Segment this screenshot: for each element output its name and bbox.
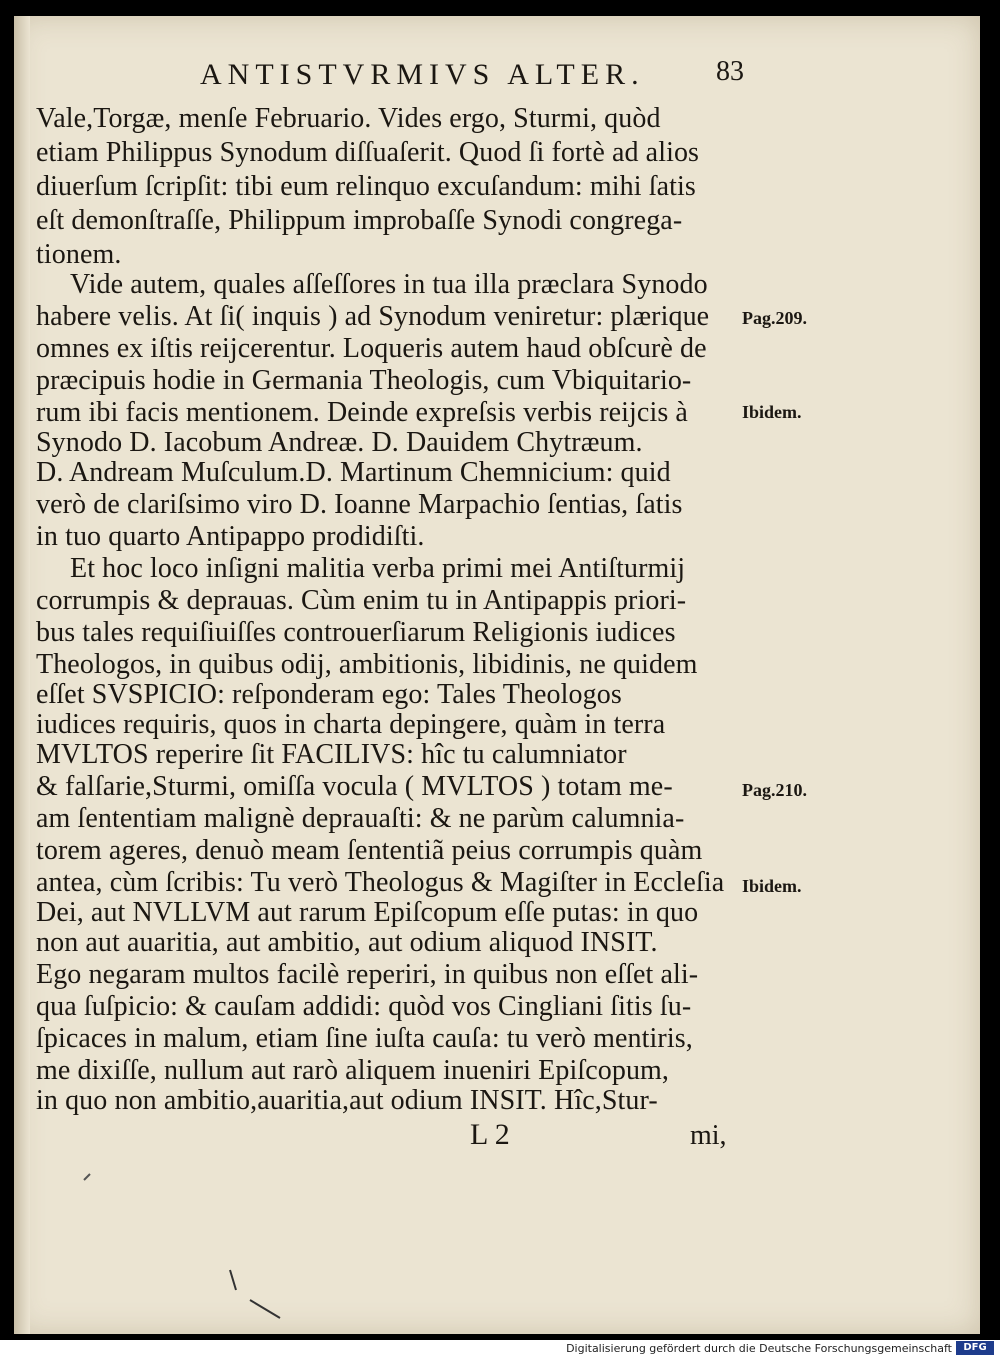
text-line: Vide autem, quales aſſeſſores in tua illa præclara Synodo	[70, 269, 708, 300]
page-number: 83	[716, 56, 744, 87]
text-line: antea, cùm ſcribis: Tu verò Theologus & Magiſter in Eccleſia	[36, 867, 725, 898]
signature-mark: L 2	[470, 1118, 510, 1151]
text-line: qua ſuſpicio: & cauſam addidi: quòd vos Cingliani ſitis ſu-	[36, 991, 692, 1022]
text-line: habere velis. At ſi( inquis ) ad Synodum veniretur: plærique	[36, 301, 710, 332]
text-line: bus tales requiſiuiſſes controuerſiarum Religionis iudices	[36, 617, 676, 648]
text-line: tionem.	[36, 239, 122, 270]
text-line: in tuo quarto Antipappo prodidiſti.	[36, 521, 425, 552]
text-line: diuerſum ſcripſit: tibi eum relinquo excuſandum: mihi ſatis	[36, 171, 696, 202]
catchword: mi,	[690, 1120, 727, 1151]
paper-scratch	[84, 1174, 90, 1180]
text-line: ſpicaces in malum, etiam ſine iuſta cauſa: tu verò mentiris,	[36, 1023, 693, 1054]
footer-credit: Digitalisierung gefördert durch die Deutsche Forschungsgemeinschaft	[566, 1342, 952, 1355]
text-line: D. Andream Muſculum.D. Martinum Chemnicium: quid	[36, 457, 671, 488]
text-line: etiam Philippus Synodum diſſuaſerit. Quod ſi fortè ad alios	[36, 137, 700, 168]
text-line: Vale,Torgæ, menſe Februario. Vides ergo, Sturmi, quòd	[36, 103, 661, 134]
paper-scratch	[230, 1270, 280, 1318]
text-line: omnes ex iſtis reijcerentur. Loqueris autem haud obſcurè de	[36, 333, 707, 364]
text-line: eſſet SVSPICIO: reſponderam ego: Tales Theologos	[36, 679, 622, 710]
text-line: corrumpis & deprauas. Cùm enim tu in Antipappis priori-	[36, 585, 687, 616]
text-line: non aut auaritia, aut ambitio, aut odium aliquod INSIT.	[36, 927, 658, 958]
text-line: in quo non ambitio,auaritia,aut odium INSIT. Hîc,Stur-	[36, 1085, 658, 1116]
marginal-note: Pag.210.	[742, 780, 807, 800]
running-title: ANTISTVRMIVS ALTER.	[200, 58, 645, 91]
marginal-note: Ibidem.	[742, 402, 802, 422]
text-line: rum ibi facis mentionem. Deinde expreſsis verbis reijcis à	[36, 397, 688, 428]
text-line: eſt demonſtraſſe, Philippum improbaſſe Synodi congrega-	[36, 205, 683, 236]
text-line: iudices requiris, quos in charta depingere, quàm in terra	[36, 709, 666, 740]
text-line: Dei, aut NVLLVM aut rarum Epiſcopum eſſe putas: in quo	[36, 897, 699, 928]
text-line: Ego negaram multos facilè reperiri, in quibus non eſſet ali-	[36, 959, 699, 990]
text-line: Et hoc loco inſigni malitia verba primi mei Antiſturmij	[70, 553, 686, 584]
dfg-logo: DFG	[956, 1341, 994, 1355]
text-line: & falſarie,Sturmi, omiſſa vocula ( MVLTOS ) totam me-	[36, 771, 673, 802]
text-line: am ſententiam malignè deprauaſti: & ne parùm calumnia-	[36, 803, 685, 834]
text-line: MVLTOS reperire ſit FACILIVS: hîc tu calumniator	[36, 739, 627, 770]
text-line: verò de clariſsimo viro D. Ioanne Marpachio ſentias, ſatis	[36, 489, 683, 520]
text-line: Theologos, in quibus odij, ambitionis, libidinis, ne quidem	[36, 649, 698, 680]
text-line: Synodo D. Iacobum Andreæ. D. Dauidem Chytræum.	[36, 427, 643, 458]
marginal-note: Ibidem.	[742, 876, 802, 896]
text-line: me dixiſſe, nullum aut rarò aliquem inueniri Epiſcopum,	[36, 1055, 670, 1086]
text-line: præcipuis hodie in Germania Theologis, cum Vbiquitario-	[36, 365, 692, 396]
marginal-note: Pag.209.	[742, 308, 807, 328]
text-line: torem ageres, denuò meam ſententiã peius corrumpis quàm	[36, 835, 703, 866]
